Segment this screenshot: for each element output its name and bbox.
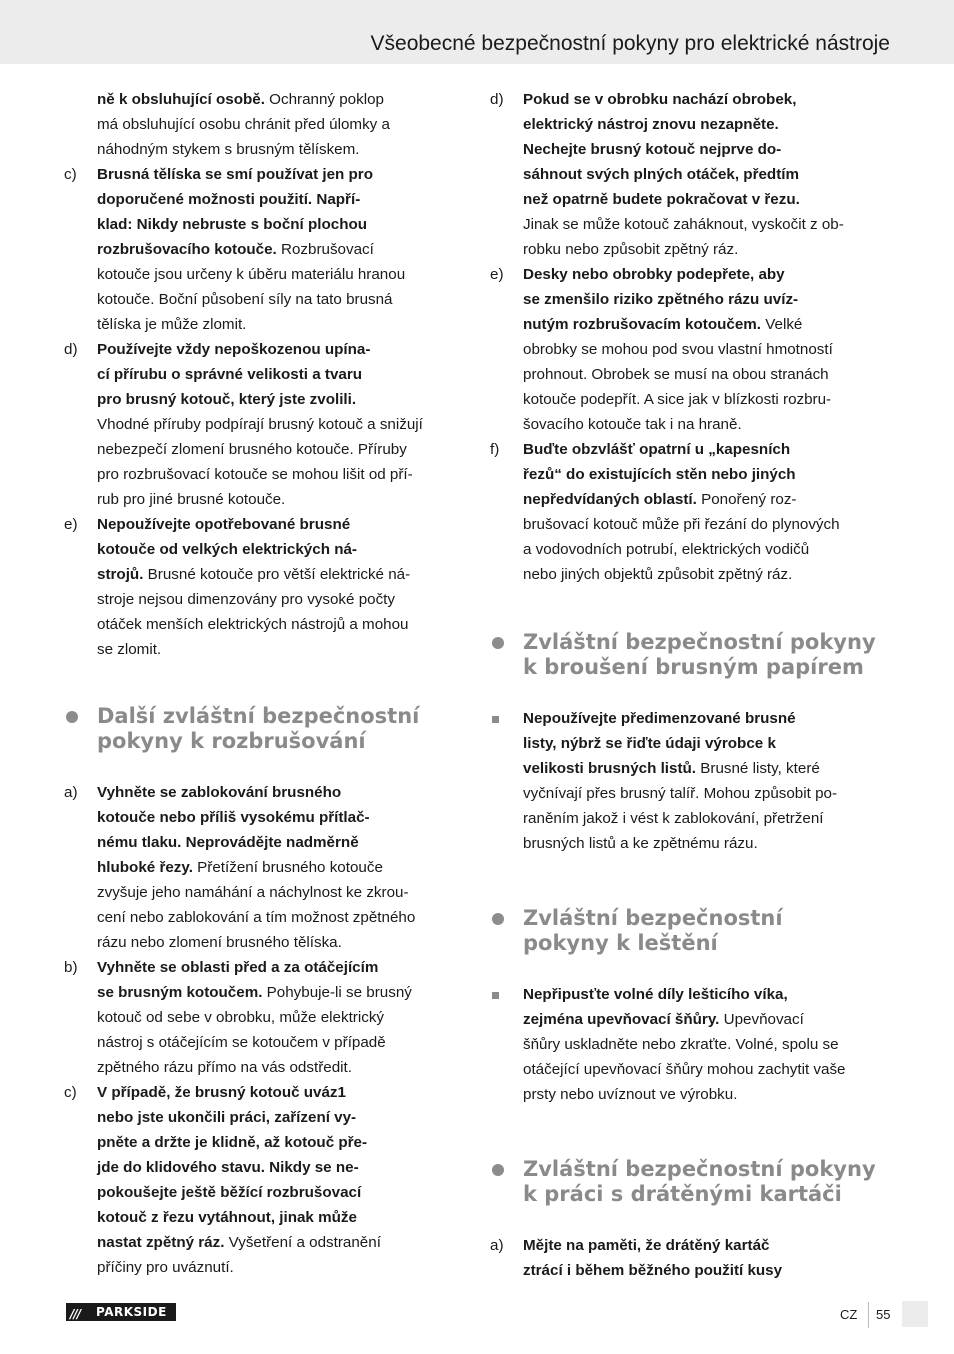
- text-line: [97, 1080, 466, 1105]
- body-text: obrobky se mohou pod svou vlastní hmotností: [523, 341, 833, 358]
- bold-text: sáhnout svých plných otáček, předtím: [523, 166, 799, 183]
- body-text: Ochranný poklop: [264, 91, 384, 108]
- bullet-item-lesteni: [490, 982, 892, 1107]
- bold-text: Nepřipusťte volné díly lešticího víka,: [523, 986, 788, 1003]
- section-heading-rozbrusovani: Další zvláštní bezpečnostní pokyny k rozbrušování: [64, 704, 466, 754]
- text-line: [97, 1255, 466, 1280]
- list-marker: c): [64, 1084, 77, 1101]
- text-line: [523, 831, 892, 856]
- bold-text: Brusná tělíska se smí používat jen pro: [97, 166, 373, 183]
- text-line: [523, 162, 892, 187]
- text-line: [97, 562, 466, 587]
- body-text: prsty nebo uvíznout ve výrobku.: [523, 1086, 738, 1103]
- bold-text: než opatrně budete pokračovat v řezu.: [523, 191, 800, 208]
- bold-text: Pokud se v obrobku nachází obrobek,: [523, 91, 797, 108]
- bold-text: strojů.: [97, 566, 144, 583]
- text-line: [523, 262, 892, 287]
- bold-text: nastat zpětný ráz.: [97, 1234, 225, 1251]
- body-text: šovacího kotouče tak i na hraně.: [523, 416, 742, 433]
- text-line: [97, 1030, 466, 1055]
- body-text: brušovací kotouč může při řezání do plynových: [523, 516, 840, 533]
- bold-text: rozbrušovacího kotouče.: [97, 241, 277, 258]
- bold-text: klad: Nikdy nebruste s boční plochou: [97, 216, 368, 233]
- body-text: otáčející upevňovací šňůry mohou zachytit vaše: [523, 1061, 846, 1078]
- text-line: [523, 1007, 892, 1032]
- text-line: [97, 387, 466, 412]
- list-marker: f): [490, 441, 500, 458]
- body-text: nástroj s otáčejícím se kotoučem v případě: [97, 1034, 386, 1051]
- bullet-dot-icon: [492, 1164, 504, 1176]
- text-line: [523, 287, 892, 312]
- bold-text: nepředvídaných oblastí.: [523, 491, 697, 508]
- items-group-1: [64, 162, 466, 662]
- bullet-dot-icon: [66, 711, 78, 723]
- text-line: [97, 1005, 466, 1030]
- text-line: [523, 87, 892, 112]
- text-line: [97, 162, 466, 187]
- list-item: [490, 1233, 892, 1283]
- text-line: [97, 930, 466, 955]
- text-line: [523, 806, 892, 831]
- text-line: [97, 830, 466, 855]
- body-text: zpětného rázu přímo na vás odstředit.: [97, 1059, 352, 1076]
- text-line: [523, 237, 892, 262]
- text-line: [97, 780, 466, 805]
- bold-text: se zmenšilo riziko zpětného rázu uvíz-: [523, 291, 799, 308]
- body-text: vyčnívají přes brusný talíř. Mohou způsobit po-: [523, 785, 838, 802]
- body-text: zvyšuje jeho namáhání a náchylnost ke zkrou-: [97, 884, 409, 901]
- text-line: [523, 387, 892, 412]
- text-line: [97, 1180, 466, 1205]
- list-item: [64, 1080, 466, 1280]
- body-text: robku nebo způsobit zpětný ráz.: [523, 241, 739, 258]
- body-text: Pohybuje-li se brusný: [262, 984, 412, 1001]
- bold-text: velikosti brusných listů.: [523, 760, 697, 777]
- text-line: [97, 1230, 466, 1255]
- square-bullet-icon: [492, 992, 499, 999]
- list-marker: a): [490, 1237, 504, 1254]
- text-line: [97, 905, 466, 930]
- bold-text: pněte a držte je klidně, až kotouč pře-: [97, 1134, 368, 1151]
- bold-text: kotouče od velkých elektrických ná-: [97, 541, 357, 558]
- body-text: kotouče podepřít. A sice jak v blízkosti rozbru-: [523, 391, 832, 408]
- body-text: Velké: [761, 316, 803, 333]
- body-text: má obsluhující osobu chránit před úlomky a: [97, 116, 390, 133]
- text-line: [523, 362, 892, 387]
- text-line: [97, 87, 466, 112]
- text-line: [97, 1105, 466, 1130]
- text-line: [97, 362, 466, 387]
- text-line: [97, 437, 466, 462]
- text-line: [97, 980, 466, 1005]
- body-text: Ponořený roz-: [696, 491, 797, 508]
- list-item: [490, 87, 892, 262]
- list-item: [490, 437, 892, 587]
- body-text: se zlomit.: [97, 641, 162, 658]
- text-line: [523, 112, 892, 137]
- page-header-title: Všeobecné bezpečnostní pokyny pro elektrické nástroje: [370, 32, 890, 55]
- bullet-dot-icon: [492, 913, 504, 925]
- body-text: pro rozbrušovací kotouče se mohou lišit od pří-: [97, 466, 413, 483]
- body-text: kotouče jsou určeny k úběru materiálu hranou: [97, 266, 406, 283]
- intro-paragraph: [64, 87, 466, 162]
- parkside-logo: /// PARKSIDE: [66, 1303, 176, 1321]
- body-text: prohnout. Obrobek se musí na obou stranách: [523, 366, 829, 383]
- bullet-item-brusne-listy: [490, 706, 892, 856]
- text-line: [97, 137, 466, 162]
- bold-text: Vyhněte se zablokování brusného: [97, 784, 342, 801]
- items-group-4: [490, 1233, 892, 1283]
- text-line: [523, 212, 892, 237]
- section-heading-dratene-kartace: Zvláštní bezpečnostní pokyny k práci s drátěnými kartáči: [490, 1157, 892, 1207]
- bold-text: hluboké řezy.: [97, 859, 193, 876]
- bold-text: nebo jste ukončili práci, zařízení vy-: [97, 1109, 357, 1126]
- text-line: [97, 955, 466, 980]
- text-line: [97, 512, 466, 537]
- body-text: Upevňovací: [719, 1011, 804, 1028]
- language-code: CZ: [840, 1307, 858, 1322]
- body-text: Brusné kotouče pro větší elektrické ná-: [143, 566, 411, 583]
- text-line: [97, 1055, 466, 1080]
- text-line: [523, 337, 892, 362]
- bold-text: Buďte obzvlášť opatrní u „kapesních: [523, 441, 791, 458]
- text-line: [97, 1155, 466, 1180]
- bold-text: jde do klidového stavu. Nikdy se ne-: [97, 1159, 359, 1176]
- section-heading-brouseni: Zvláštní bezpečnostní pokyny k broušení brusným papírem: [490, 630, 892, 680]
- text-line: [97, 212, 466, 237]
- bold-text: zejména upevňovací šňůry.: [523, 1011, 720, 1028]
- body-text: nebezpečí zlomení brusného kotouče. Příruby: [97, 441, 407, 458]
- text-line: [523, 137, 892, 162]
- list-marker: b): [64, 959, 78, 976]
- bold-text: elektrický nástroj znovu nezapněte.: [523, 116, 779, 133]
- bold-text: Mějte na paměti, že drátěný kartáč: [523, 1237, 770, 1254]
- bold-text: kotouče nebo příliš vysokému přítlač-: [97, 809, 370, 826]
- square-bullet-icon: [492, 716, 499, 723]
- list-marker: c): [64, 166, 77, 183]
- text-line: [97, 805, 466, 830]
- text-line: [523, 1057, 892, 1082]
- list-item: [64, 780, 466, 955]
- list-item: [64, 337, 466, 512]
- text-line: [97, 487, 466, 512]
- text-line: [523, 731, 892, 756]
- bold-text: Nepoužívejte předimenzované brusné: [523, 710, 796, 727]
- body-text: tělíska je může zlomit.: [97, 316, 247, 333]
- body-text: Rozbrušovací: [276, 241, 374, 258]
- text-line: [523, 487, 892, 512]
- body-text: a vodovodních potrubí, elektrických vodičů: [523, 541, 810, 558]
- text-line: [523, 187, 892, 212]
- text-line: [97, 312, 466, 337]
- bold-text: Vyhněte se oblasti před a za otáčejícím: [97, 959, 379, 976]
- bullet-dot-icon: [492, 637, 504, 649]
- text-line: [523, 437, 892, 462]
- list-marker: e): [490, 266, 504, 283]
- text-line: [523, 982, 892, 1007]
- text-line: [523, 1233, 892, 1258]
- text-line: [97, 287, 466, 312]
- text-line: [523, 562, 892, 587]
- list-marker: a): [64, 784, 78, 801]
- body-text: nebo jiných objektů způsobit zpětný ráz.: [523, 566, 793, 583]
- bold-text: cí přírubu o správné velikosti a tvaru: [97, 366, 363, 383]
- bold-text: pro brusný kotouč, který jste zvolili.: [97, 391, 357, 408]
- body-text: cení nebo zablokování a tím možnost zpětného: [97, 909, 416, 926]
- text-line: [523, 312, 892, 337]
- left-column: [64, 87, 466, 1280]
- text-line: [97, 1130, 466, 1155]
- text-line: [523, 1258, 892, 1283]
- body-text: Přetížení brusného kotouče: [192, 859, 383, 876]
- text-line: [97, 187, 466, 212]
- body-text: kotouče. Boční působení síly na tato brusná: [97, 291, 393, 308]
- body-text: rázu nebo zlomení brusného tělíska.: [97, 934, 342, 951]
- text-line: [97, 262, 466, 287]
- text-line: [97, 412, 466, 437]
- body-text: otáček menších elektrických nástrojů a mohou: [97, 616, 409, 633]
- text-line: [523, 781, 892, 806]
- bold-text: Používejte vždy nepoškozenou upína-: [97, 341, 371, 358]
- body-text: kotouč od sebe v obrobku, může elektrický: [97, 1009, 385, 1026]
- bold-text: se brusným kotoučem.: [97, 984, 263, 1001]
- text-line: [523, 462, 892, 487]
- list-item: [64, 162, 466, 337]
- right-column: [490, 87, 892, 1283]
- body-text: Vhodné příruby podpírají brusný kotouč a snižují: [97, 416, 423, 433]
- text-line: [523, 706, 892, 731]
- body-text: brusných listů a ke zpětnému rázu.: [523, 835, 758, 852]
- text-line: [97, 880, 466, 905]
- bold-text: ně k obsluhující osobě.: [97, 91, 265, 108]
- bold-text: listy, nýbrž se řiďte údaji výrobce k: [523, 735, 776, 752]
- text-line: [97, 112, 466, 137]
- list-item: [64, 512, 466, 662]
- body-text: příčiny pro uváznutí.: [97, 1259, 234, 1276]
- text-line: [97, 855, 466, 880]
- text-line: [97, 637, 466, 662]
- body-text: šňůry uskladněte nebo zkraťte. Volné, spolu se: [523, 1036, 839, 1053]
- text-line: [523, 512, 892, 537]
- bold-text: nému tlaku. Neprovádějte nadměrně: [97, 834, 359, 851]
- page-number: 55: [876, 1307, 891, 1322]
- bold-text: Nepoužívejte opotřebované brusné: [97, 516, 351, 533]
- items-group-2: [64, 780, 466, 1280]
- list-item: [490, 262, 892, 437]
- text-line: [523, 412, 892, 437]
- section-heading-lesteni: Zvláštní bezpečnostní pokyny k leštění: [490, 906, 892, 956]
- body-text: Brusné listy, které: [696, 760, 820, 777]
- footer-tab-box: [902, 1301, 928, 1327]
- items-group-3: [490, 87, 892, 587]
- text-line: [523, 537, 892, 562]
- bold-text: V případě, že brusný kotouč uváz1: [97, 1084, 346, 1101]
- body-text: stroje nejsou dimenzovány pro vysoké počty: [97, 591, 395, 608]
- list-marker: e): [64, 516, 78, 533]
- bold-text: řezů“ do existujících stěn nebo jiných: [523, 466, 796, 483]
- bold-text: nutým rozbrušovacím kotoučem.: [523, 316, 761, 333]
- list-marker: d): [64, 341, 78, 358]
- bold-text: pokoušejte ještě běžící rozbrušovací: [97, 1184, 362, 1201]
- bold-text: doporučené možnosti použití. Napří-: [97, 191, 361, 208]
- bold-text: ztrácí i během běžného použití kusy: [523, 1262, 783, 1279]
- bold-text: Desky nebo obrobky podepřete, aby: [523, 266, 785, 283]
- body-text: náhodným stykem s brusným tělískem.: [97, 141, 360, 158]
- text-line: [97, 462, 466, 487]
- text-line: [97, 537, 466, 562]
- bold-text: Nechejte brusný kotouč nejprve do-: [523, 141, 782, 158]
- body-text: Jinak se může kotouč zaháknout, vyskočit z ob-: [523, 216, 844, 233]
- list-item: [64, 955, 466, 1080]
- text-line: [523, 1032, 892, 1057]
- text-line: [523, 756, 892, 781]
- body-text: Vyšetření a odstranění: [224, 1234, 381, 1251]
- body-text: raněním jakož i vést k zablokování, přetržení: [523, 810, 824, 827]
- text-line: [97, 587, 466, 612]
- text-line: [523, 1082, 892, 1107]
- text-line: [97, 337, 466, 362]
- text-line: [97, 612, 466, 637]
- body-text: rub pro jiné brusné kotouče.: [97, 491, 286, 508]
- list-marker: d): [490, 91, 504, 108]
- text-line: [97, 1205, 466, 1230]
- bold-text: kotouč z řezu vytáhnout, jinak může: [97, 1209, 357, 1226]
- footer-divider: [868, 1302, 869, 1328]
- text-line: [97, 237, 466, 262]
